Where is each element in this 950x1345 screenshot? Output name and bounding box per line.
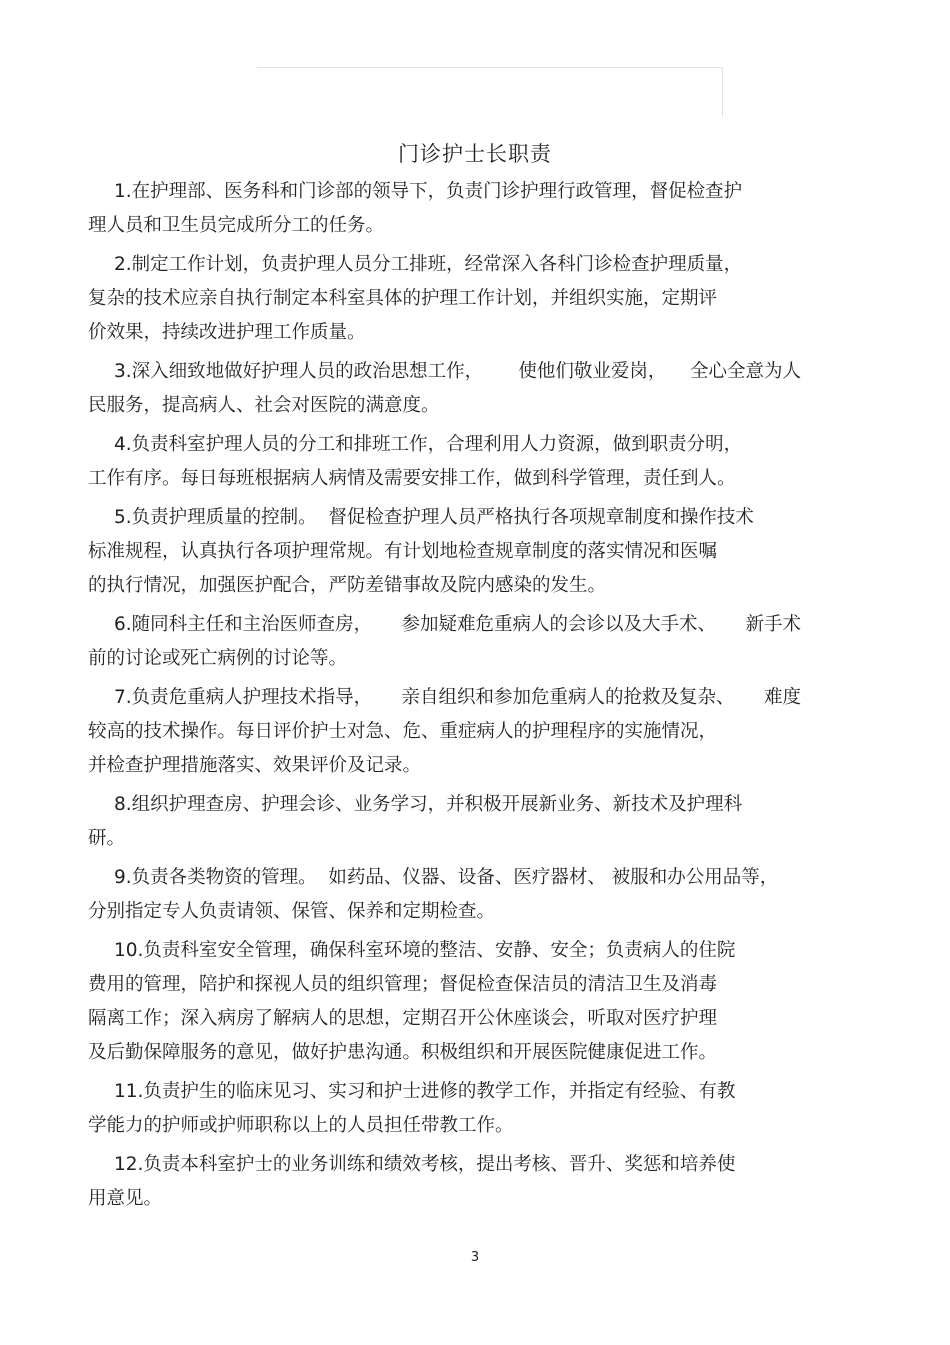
duty-paragraph	[88, 788, 868, 856]
paragraph-line: 民服务，提高病人、社会对医院的满意度。	[88, 395, 440, 416]
paragraph-line: 及后勤保障服务的意见，做好护患沟通。积极组织和开展医院健康促进工作。	[88, 1042, 718, 1063]
paragraph-line: 复杂的技术应亲自执行制定本科室具体的护理工作计划，并组织实施，定期评	[88, 288, 718, 309]
paragraph-line: 11.负责护生的临床见习、实习和护士进修的教学工作，并指定有经验、有教	[114, 1081, 736, 1102]
paragraph-line: 隔离工作；深入病房了解病人的思想，定期召开公休座谈会，听取对医疗护理	[88, 1008, 718, 1029]
duty-paragraph	[88, 681, 868, 783]
duty-paragraph	[88, 1148, 868, 1216]
paragraph-line: 2.制定工作计划，负责护理人员分工排班，经常深入各科门诊检查护理质量，	[114, 254, 743, 275]
duty-paragraph	[88, 861, 868, 929]
paragraph-line: 8.组织护理查房、护理会诊、业务学习，并积极开展新业务、新技术及护理科	[114, 794, 743, 815]
paragraph-line: 12.负责本科室护士的业务训练和绩效考核，提出考核、晋升、奖惩和培养使	[114, 1154, 736, 1175]
document-body	[88, 175, 868, 1221]
duty-paragraph	[88, 355, 868, 423]
paragraph-line: 前的讨论或死亡病例的讨论等。	[88, 648, 348, 669]
page-title: 门诊护士长职责	[398, 142, 552, 166]
paragraph-line: 1.在护理部、医务科和门诊部的领导下，负责门诊护理行政管理，督促检查护	[114, 181, 743, 202]
paragraph-line: 4.负责科室护理人员的分工和排班工作，合理利用人力资源，做到职责分明，	[114, 434, 743, 455]
duty-paragraph	[88, 501, 868, 603]
paragraph-line: 理人员和卫生员完成所分工的任务。	[88, 215, 385, 236]
duty-paragraph	[88, 1075, 868, 1143]
paragraph-line: 用意见。	[88, 1188, 163, 1209]
paragraph-line: 7.负责危重病人护理技术指导， 亲自组织和参加危重病人的抢救及复杂、 难度	[114, 687, 801, 708]
page-number: 3	[470, 1250, 480, 1265]
duty-paragraph	[88, 608, 868, 676]
paragraph-line: 5.负责护理质量的控制。 督促检查护理人员严格执行各项规章制度和操作技术	[114, 507, 754, 528]
paragraph-line: 并检查护理措施落实、效果评价及记录。	[88, 755, 422, 776]
paragraph-line: 分别指定专人负责请领、保管、保养和定期检查。	[88, 901, 496, 922]
paragraph-line: 3.深入细致地做好护理人员的政治思想工作， 使他们敬业爱岗， 全心全意为人	[114, 361, 801, 382]
paragraph-line: 10.负责科室安全管理，确保科室环境的整洁、安静、安全；负责病人的住院	[114, 940, 736, 961]
paragraph-line: 的执行情况，加强医护配合，严防差错事故及院内感染的发生。	[88, 575, 607, 596]
paragraph-line: 标准规程，认真执行各项护理常规。有计划地检查规章制度的落实情况和医嘱	[88, 541, 718, 562]
paragraph-line: 较高的技术操作。每日评价护士对急、危、重症病人的护理程序的实施情况，	[88, 721, 718, 742]
paragraph-line: 费用的管理，陪护和探视人员的组织管理；督促检查保洁员的清洁卫生及消毒	[88, 974, 718, 995]
paragraph-line: 工作有序。每日每班根据病人病情及需要安排工作，做到科学管理，责任到人。	[88, 468, 736, 489]
paragraph-line: 学能力的护师或护师职称以上的人员担任带教工作。	[88, 1115, 514, 1136]
paragraph-line: 价效果，持续改进护理工作质量。	[88, 322, 366, 343]
paragraph-line: 研。	[88, 828, 126, 849]
header-rule	[257, 67, 723, 68]
paragraph-line: 9.负责各类物资的管理。 如药品、仪器、设备、医疗器材、 被服和办公用品等，	[114, 867, 779, 888]
duty-paragraph	[88, 248, 868, 350]
duty-paragraph	[88, 934, 868, 1070]
header-divider	[722, 67, 723, 117]
duty-paragraph	[88, 428, 868, 496]
paragraph-line: 6.随同科主任和主治医师查房， 参加疑难危重病人的会诊以及大手术、 新手术	[114, 614, 801, 635]
duty-paragraph	[88, 175, 868, 243]
